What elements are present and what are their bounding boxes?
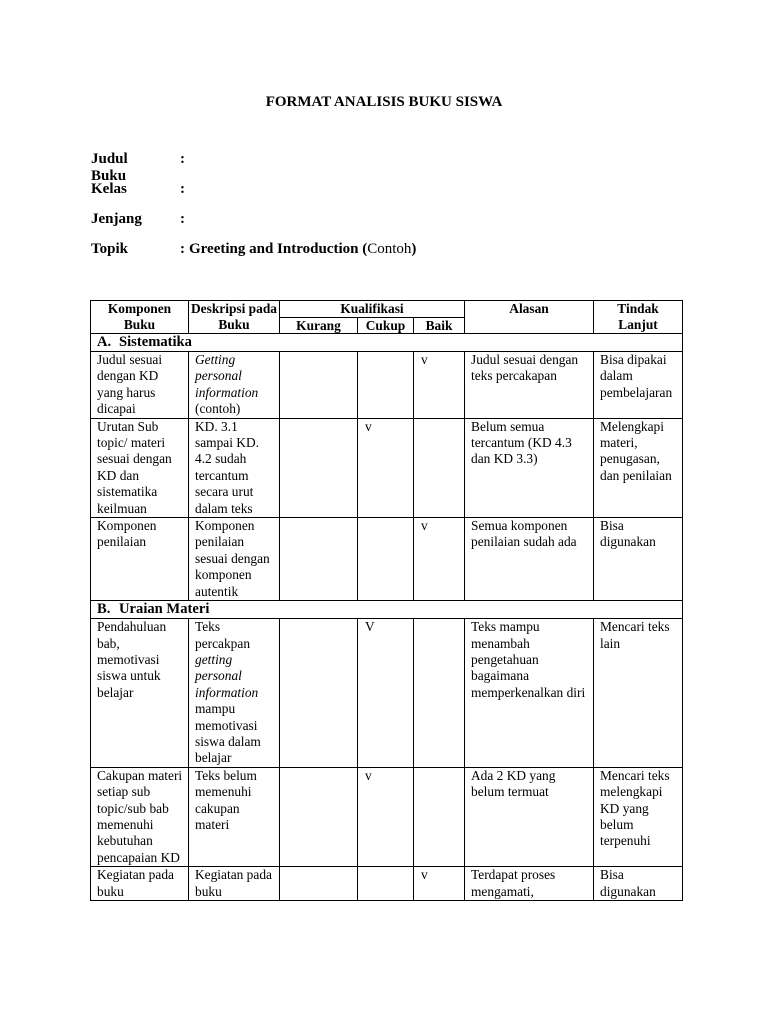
meta-colon: :: [180, 181, 185, 197]
cell-komponen: Pendahuluan bab, memotivasi siswa untuk belajar: [91, 619, 189, 768]
cell-alasan: Belum semua tercantum (KD 4.3 dan KD 3.3): [465, 418, 594, 517]
deskripsi-plain: (contoh): [195, 401, 241, 417]
document-title: FORMAT ANALISIS BUKU SISWA: [265, 94, 503, 110]
cell-deskripsi: KD. 3.1 sampai KD. 4.2 sudah tercantum secara urut dalam teks: [189, 418, 280, 517]
cell-kurang: [280, 619, 358, 768]
topik-close-paren: ): [411, 241, 417, 257]
meta-label: Kelas: [91, 181, 127, 197]
cell-cukup: [358, 867, 414, 901]
table-row: [91, 518, 683, 601]
cell-komponen: Urutan Sub topic/ materi sesuai dengan KD dan sistematika keilmuan: [91, 418, 189, 517]
header-deskripsi: Deskripsi pada Buku: [189, 301, 280, 334]
cell-deskripsi: [189, 619, 280, 768]
deskripsi-pre: Teks percakpan: [195, 619, 251, 651]
header-alasan: Alasan: [465, 301, 594, 334]
cell-tindak-lanjut: Bisa dipakai dalam pembelajaran: [594, 352, 683, 419]
cell-deskripsi: [189, 352, 280, 419]
cell-tindak-lanjut: Bisa digunakan: [594, 518, 683, 601]
topik-text: Greeting and Introduction (: [189, 241, 368, 257]
deskripsi-post: mampu memotivasi siswa dalam belajar: [195, 701, 261, 766]
cell-deskripsi: Komponen penilaian sesuai dengan komponen autentik: [189, 518, 280, 601]
section-header-a: [91, 334, 683, 352]
meta-colon: :: [180, 151, 185, 167]
header-kualifikasi: Kualifikasi: [280, 301, 465, 318]
cell-alasan: Terdapat proses mengamati,: [465, 867, 594, 901]
cell-alasan: Teks mampu menambah pengetahuan bagaimana memperkenalkan diri: [465, 619, 594, 768]
cell-cukup: [358, 518, 414, 601]
header-kurang: Kurang: [280, 317, 358, 334]
table-row: [91, 352, 683, 419]
table-row: [91, 418, 683, 517]
meta-label: Jenjang: [91, 211, 142, 227]
header-komponen: Komponen Buku: [91, 301, 189, 334]
cell-tindak-lanjut: Bisa digunakan: [594, 867, 683, 901]
cell-deskripsi: Teks belum memenuhi cakupan materi: [189, 767, 280, 866]
cell-kurang: [280, 867, 358, 901]
meta-label: Judul Buku: [91, 151, 128, 184]
deskripsi-italic: Getting personal information: [195, 352, 259, 400]
cell-kurang: [280, 352, 358, 419]
cell-baik: v: [414, 867, 465, 901]
analysis-table: [90, 300, 683, 901]
section-letter: B.: [97, 601, 111, 618]
topik-contoh: Contoh: [367, 241, 412, 257]
cell-komponen: Cakupan materi setiap sub topic/sub bab memenuhi kebutuhan pencapaian KD: [91, 767, 189, 866]
cell-cukup: v: [358, 418, 414, 517]
cell-alasan: Semua komponen penilaian sudah ada: [465, 518, 594, 601]
section-letter: A.: [97, 334, 112, 350]
cell-baik: [414, 619, 465, 768]
cell-cukup: [358, 352, 414, 419]
cell-alasan: Judul sesuai dengan teks percakapan: [465, 352, 594, 419]
cell-komponen: Kegiatan pada buku: [91, 867, 189, 901]
table-row: [91, 767, 683, 866]
cell-kurang: [280, 418, 358, 517]
deskripsi-italic: getting personal information: [195, 651, 259, 700]
cell-alasan: Ada 2 KD yang belum termuat: [465, 767, 594, 866]
cell-baik: [414, 418, 465, 517]
section-header-b: [91, 601, 683, 619]
cell-baik: v: [414, 352, 465, 419]
cell-cukup: V: [358, 619, 414, 768]
cell-komponen: Judul sesuai dengan KD yang harus dicapai: [91, 352, 189, 419]
cell-komponen: Komponen penilaian: [91, 518, 189, 601]
cell-baik: v: [414, 518, 465, 601]
cell-tindak-lanjut: Melengkapi materi, penugasan, dan penilaian: [594, 418, 683, 517]
cell-baik: [414, 767, 465, 866]
header-cukup: Cukup: [358, 317, 414, 334]
cell-tindak-lanjut: Mencari teks melengkapi KD yang belum terpenuhi: [594, 767, 683, 866]
cell-deskripsi: Kegiatan pada buku: [189, 867, 280, 901]
section-title: Sistematika: [119, 334, 192, 350]
header-row: [91, 301, 683, 318]
header-baik: Baik: [414, 317, 465, 334]
meta-label: Topik: [91, 241, 128, 257]
header-tindak-lanjut: Tindak Lanjut: [594, 301, 683, 334]
table-row: [91, 619, 683, 768]
section-title: Uraian Materi: [119, 601, 210, 618]
meta-colon: :: [180, 211, 185, 227]
meta-topik-value: [189, 241, 416, 258]
cell-cukup: v: [358, 767, 414, 866]
cell-tindak-lanjut: Mencari teks lain: [594, 619, 683, 768]
meta-colon: :: [180, 241, 185, 257]
cell-kurang: [280, 767, 358, 866]
table-row: [91, 867, 683, 901]
cell-kurang: [280, 518, 358, 601]
